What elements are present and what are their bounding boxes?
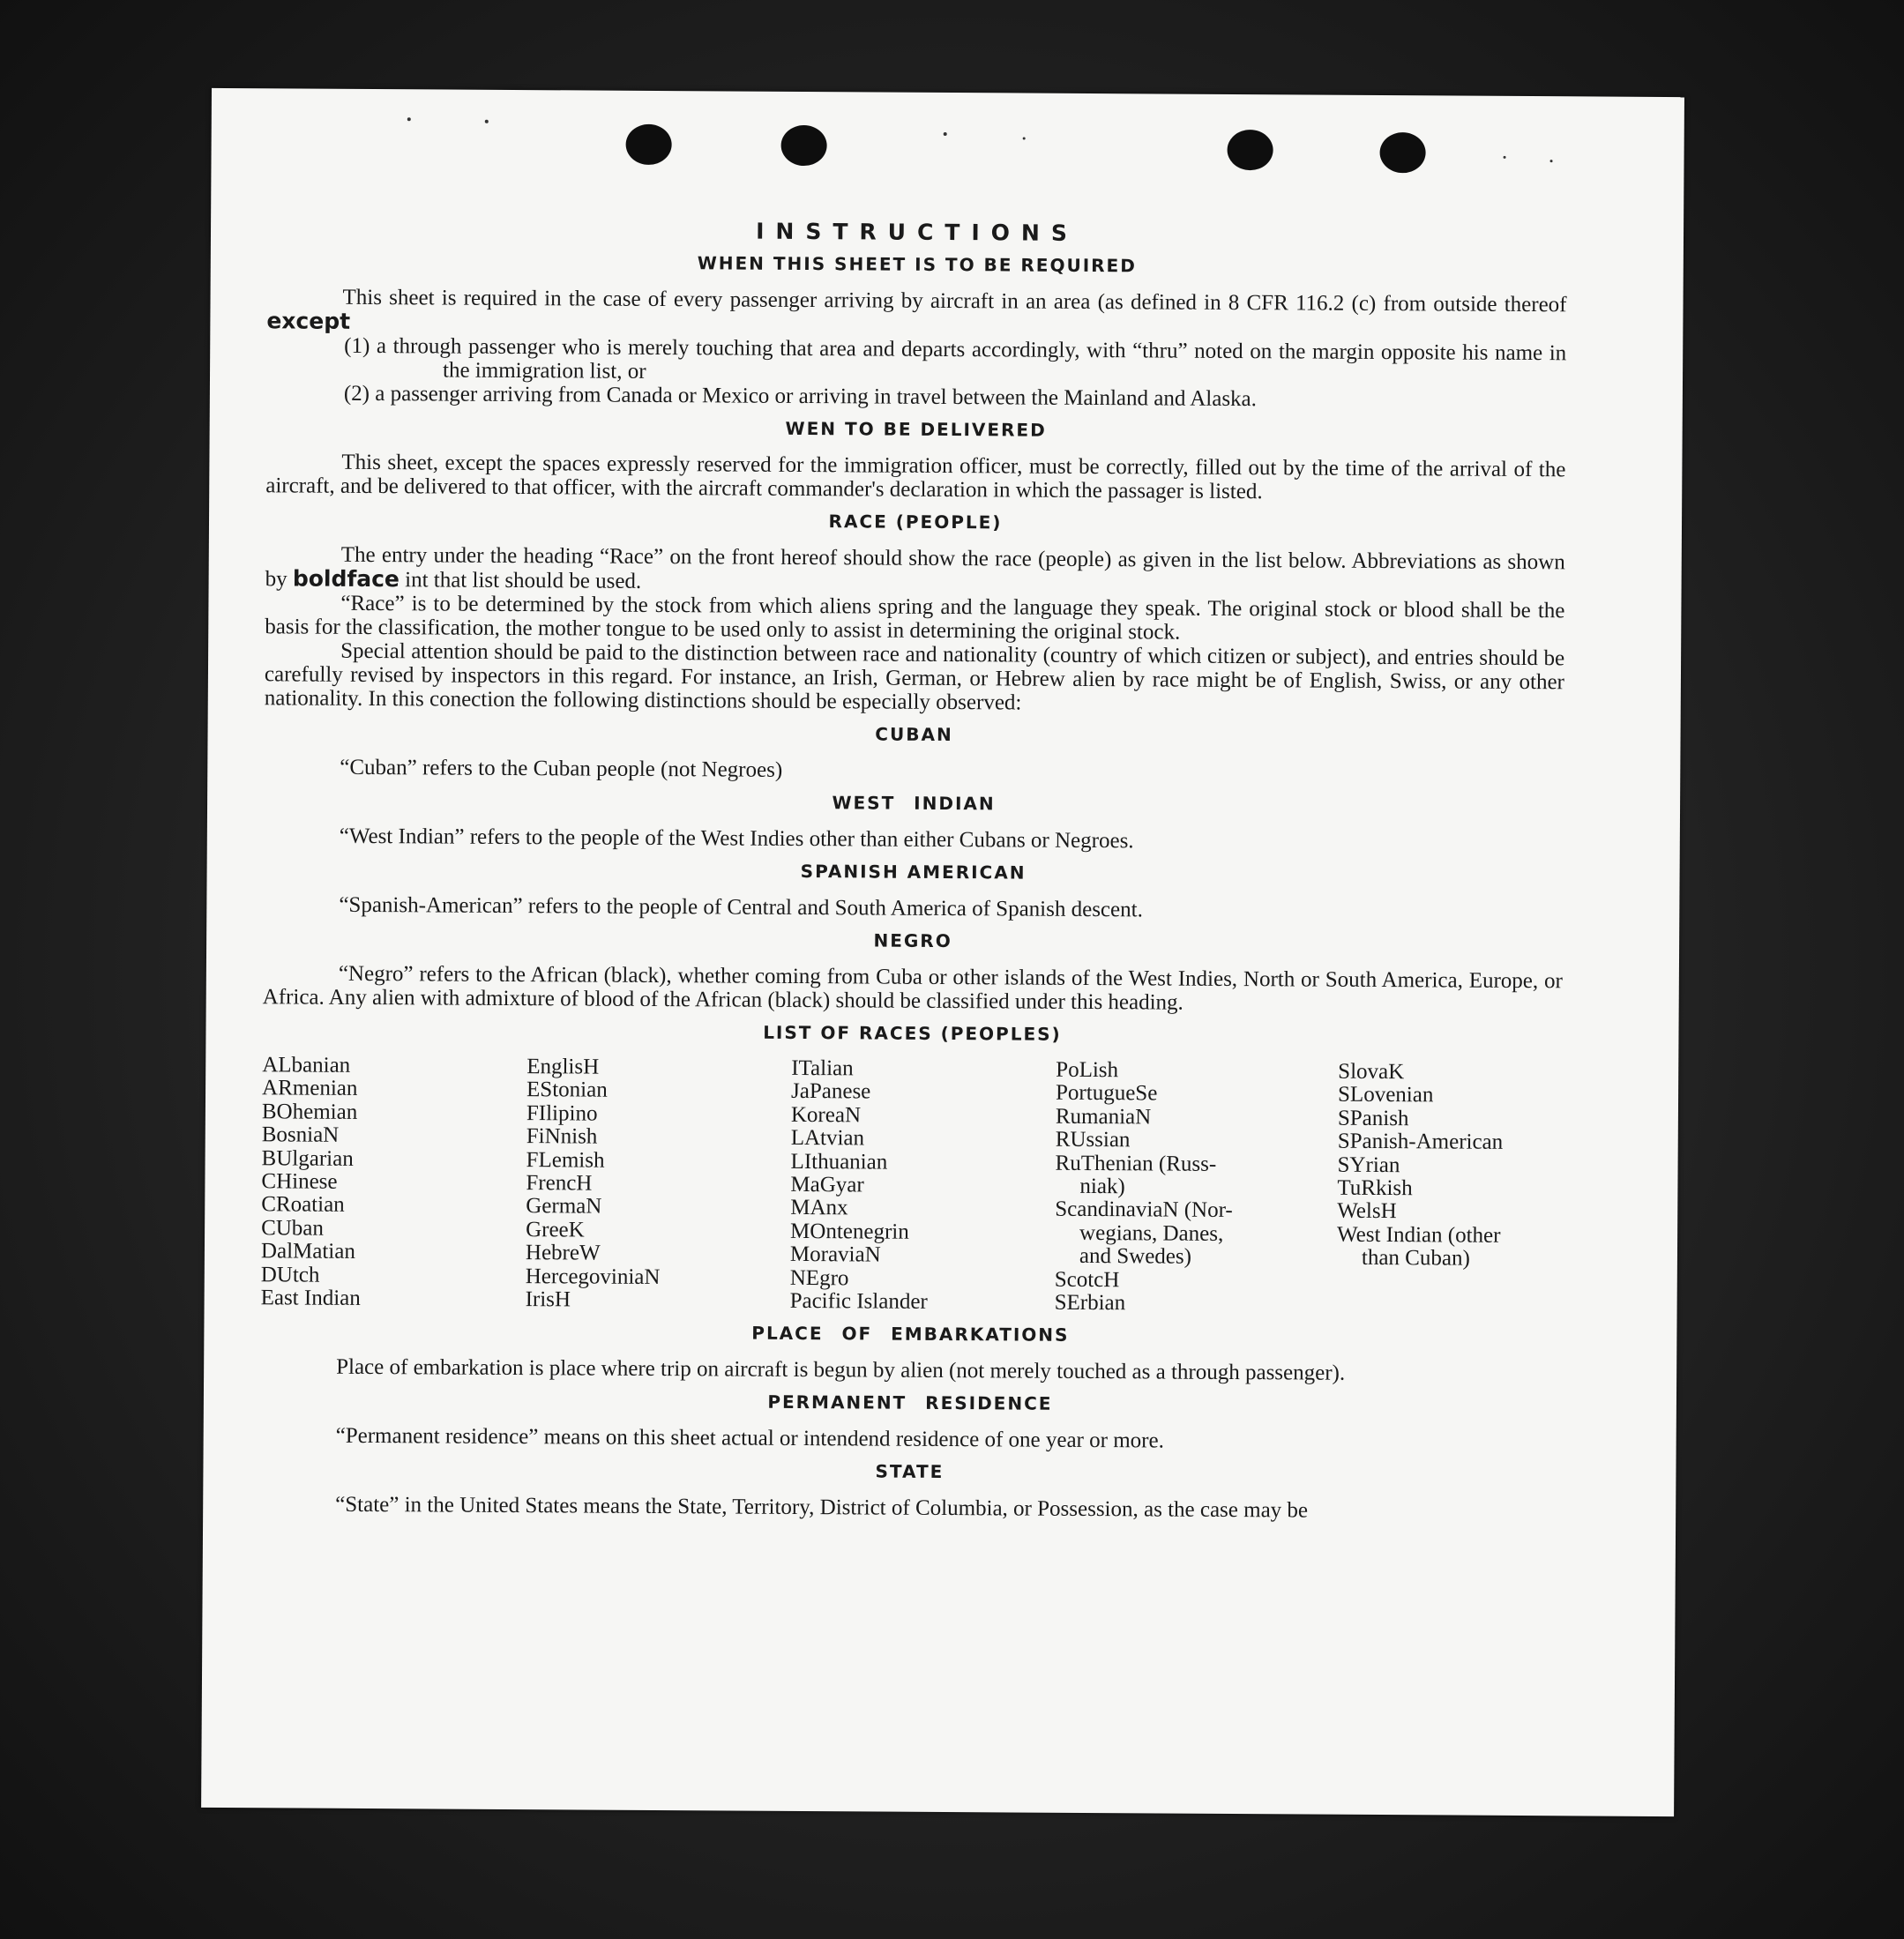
- race-item: East Indian: [260, 1286, 361, 1311]
- race-item: JaPanese: [790, 1079, 871, 1104]
- race-item: ITalian: [791, 1055, 854, 1081]
- speck: [1504, 156, 1506, 159]
- race-item: SPanish: [1337, 1106, 1409, 1131]
- race-item-continuation: than Cuban): [1361, 1246, 1470, 1271]
- race-item: CUban: [261, 1216, 325, 1241]
- paragraph: “State” in the United States means the State, Territory, District of Columbia, or Possession, as the case may be: [335, 1493, 1309, 1523]
- paragraph: “Negro” refers to the African (black), whether coming from Cuba or other islands of the West Indies, North or South America, Europe, or Africa. Any alien with admixture of blood of the African (black) should be classified under this heading.: [262, 961, 1563, 1015]
- instructions-content: [259, 216, 1567, 1524]
- paragraph: Special attention should be paid to the distinction between race and nationality (country of which citizen or subject), and entries should be carefully revised by inspectors in this regard. For instance, an Irish, German, or Hebrew alien by race might be of English, Swiss, or any other nationality. In this conection the following distinctions should be especially observed:: [264, 638, 1565, 715]
- race-item: EStonian: [526, 1078, 608, 1103]
- race-item: PortugueSe: [1055, 1081, 1158, 1106]
- list-item: (2) a passenger arriving from Canada or Mexico or arriving in travel between the Mainland and Alaska.: [343, 381, 1258, 412]
- speck: [407, 117, 411, 121]
- race-item: BOhemian: [261, 1100, 358, 1124]
- paragraph: This sheet, except the spaces expressly reserved for the immigration officer, must be correctly, filled out by the time of the arrival of the aircraft, and be delivered to that officer, with the aircraft commander's declaration in which the passager is listed.: [265, 450, 1566, 504]
- race-item: RumaniaN: [1055, 1104, 1152, 1130]
- section-heading: PERMANENT RESIDENCE: [767, 1391, 1053, 1415]
- section-heading: SPANISH AMERICAN: [800, 860, 1027, 884]
- section-heading: WEN TO BE DELIVERED: [785, 417, 1047, 441]
- paragraph: “Race” is to be determined by the stock from which aliens spring and the language they speak. The original stock or blood shall be the basis for the classification, the mother tongue to be used only to assist in determining the original stock.: [265, 591, 1565, 645]
- race-item: EnglisH: [526, 1055, 600, 1079]
- race-item: MAnx: [790, 1196, 848, 1220]
- race-item: TuRkish: [1337, 1175, 1413, 1201]
- race-column: [790, 1057, 1057, 1315]
- punch-hole: [1379, 132, 1425, 173]
- race-column: [1337, 1061, 1563, 1318]
- race-item-continuation: niak): [1079, 1174, 1125, 1199]
- race-item: SlovaK: [1338, 1059, 1405, 1085]
- punch-hole: [625, 124, 671, 165]
- race-item: BosniaN: [261, 1122, 340, 1148]
- paragraph: “West Indian” refers to the people of the West Indies other than either Cubans or Negroes.: [339, 824, 1134, 854]
- race-item: West Indian (other: [1337, 1222, 1501, 1248]
- race-item: MaGyar: [790, 1172, 864, 1197]
- section-heading: NEGRO: [873, 929, 952, 952]
- list-item: (1) a through passenger who is merely touching that area and departs accordingly, with “thru” noted on the margin opposite his name in the immigration list, or: [344, 333, 1567, 384]
- paragraph: [266, 285, 1566, 341]
- page-title: INSTRUCTIONS: [756, 218, 1079, 246]
- race-item: ScandinaviaN (Nor-: [1055, 1197, 1233, 1223]
- race-item: ARmenian: [262, 1076, 358, 1101]
- section-heading: PLACE OF EMBARKATIONS: [751, 1323, 1070, 1346]
- race-item: RuThenian (Russ-: [1055, 1151, 1217, 1176]
- race-item: FrencH: [526, 1171, 593, 1196]
- race-item: Pacific Islander: [789, 1288, 928, 1314]
- section-heading: RACE (PEOPLE): [828, 511, 1003, 533]
- race-item: NEgro: [789, 1265, 849, 1290]
- paragraph: [265, 542, 1565, 599]
- punch-hole: [780, 125, 826, 166]
- race-column: [261, 1054, 527, 1311]
- paragraph-text: The entry under the heading “Race” on the front hereof should show the race (people) as given in the list below. Abbreviations as shown by: [265, 542, 1565, 592]
- section-heading: WHEN THIS SHEET IS TO BE REQUIRED: [697, 252, 1137, 277]
- section-heading: CUBAN: [875, 723, 953, 746]
- race-item: FiNnish: [526, 1124, 598, 1149]
- race-item: SLovenian: [1337, 1083, 1434, 1107]
- race-item: DalMatian: [260, 1239, 355, 1264]
- race-item: ScotcH: [1054, 1267, 1120, 1292]
- race-item: IrisH: [525, 1287, 571, 1312]
- race-item: KoreaN: [790, 1102, 862, 1128]
- race-item: BUlgarian: [261, 1145, 354, 1171]
- race-item: LIthuanian: [790, 1149, 888, 1175]
- race-item: GermaN: [526, 1194, 602, 1219]
- emphasis-text: except: [266, 308, 351, 334]
- paragraph-text: This sheet is required in the case of every passenger arriving by aircraft in an area (as defined in 8 CFR 116.2 (c) from outside thereof: [342, 285, 1567, 317]
- emphasis-text: boldface: [292, 565, 400, 593]
- race-item: HercegoviniaN: [525, 1264, 661, 1289]
- race-item-continuation: wegians, Danes,: [1079, 1220, 1224, 1246]
- punch-hole: [1227, 130, 1273, 170]
- race-item: WelsH: [1337, 1199, 1397, 1224]
- paragraph-text: int that list should be used.: [405, 568, 642, 593]
- race-item: DUtch: [260, 1262, 320, 1287]
- race-item: ALbanian: [262, 1053, 351, 1078]
- race-item: PoLish: [1056, 1057, 1119, 1083]
- race-item: LAtvian: [790, 1126, 865, 1151]
- document-sheet: [201, 88, 1684, 1816]
- race-item: CRoatian: [261, 1192, 345, 1218]
- paragraph: “Spanish-American” refers to the people of Central and South America of Spanish descent.: [339, 892, 1143, 922]
- race-column: [526, 1055, 792, 1313]
- race-item: GreeK: [526, 1217, 585, 1242]
- speck: [1023, 138, 1026, 140]
- race-item: HebreW: [525, 1241, 601, 1265]
- race-column: [1055, 1059, 1339, 1316]
- race-item: SErbian: [1054, 1290, 1126, 1316]
- paragraph: “Permanent residence” means on this sheet actual or intendend residence of one year or more.: [335, 1424, 1164, 1453]
- section-heading: WEST INDIAN: [832, 792, 996, 815]
- speck: [1550, 160, 1553, 162]
- section-heading: STATE: [875, 1460, 945, 1483]
- paragraph: “Cuban” refers to the Cuban people (not Negroes): [340, 755, 783, 782]
- race-item-continuation: and Swedes): [1079, 1244, 1192, 1269]
- race-item: MOntenegrin: [790, 1219, 909, 1244]
- speck: [485, 120, 489, 123]
- speck: [944, 132, 947, 136]
- race-item: MoraviaN: [789, 1242, 881, 1267]
- section-heading: LIST OF RACES (PEOPLES): [763, 1021, 1062, 1045]
- race-item: RUssian: [1055, 1127, 1131, 1152]
- race-item: CHinese: [261, 1169, 338, 1194]
- race-item: SPanish-American: [1337, 1129, 1504, 1155]
- paragraph: Place of embarkation is place where trip on aircraft is begun by alien (not merely touched as a through passenger).: [336, 1355, 1346, 1386]
- race-item: FIlipino: [526, 1100, 598, 1126]
- race-list: [261, 1054, 1563, 1317]
- race-item: FLemish: [526, 1147, 605, 1173]
- race-item: SYrian: [1337, 1152, 1400, 1177]
